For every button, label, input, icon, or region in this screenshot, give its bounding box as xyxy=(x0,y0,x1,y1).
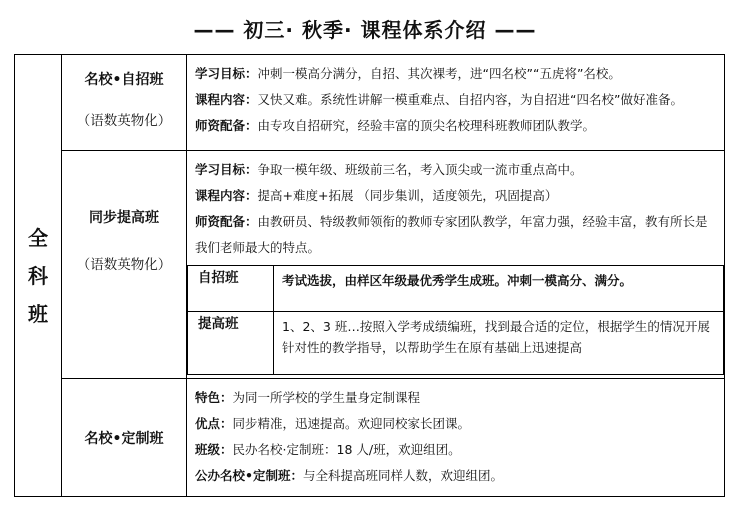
desc-line xyxy=(195,61,716,87)
sub-class-text: 1、2、3 班…按照入学考成绩编班，找到最合适的定位，根据学生的情况开展针对性的教学指导，以帮助学生在原有基础上迅速提高 xyxy=(274,312,724,375)
desc-key: 学习目标： xyxy=(195,162,258,177)
desc-value: 又快又难。系统性讲解一模重难点、自招内容，为自招进“四名校”做好准备。 xyxy=(257,92,683,107)
class-name: 名校•自招班 xyxy=(84,72,164,88)
desc-key: 师资配备： xyxy=(195,214,258,229)
desc-value: 由专攻自招研究，经验丰富的顶尖名校理科班教师团队教学。 xyxy=(257,118,596,133)
desc-key: 特色： xyxy=(195,390,233,405)
desc-line xyxy=(195,437,716,463)
page-title: —— 初三· 秋季· 课程体系介绍 —— xyxy=(193,18,537,42)
class-description-custom xyxy=(187,379,725,497)
desc-line xyxy=(195,411,716,437)
desc-value: 提高+难度+拓展 （同步集训，适度领先，巩固提高） xyxy=(257,188,558,203)
desc-line xyxy=(195,385,716,411)
desc-value: 同步精准，迅速提高。欢迎同校家长团课。 xyxy=(232,416,471,431)
desc-key: 师资配备： xyxy=(195,118,258,133)
desc-value: 与全科提高班同样人数，欢迎组团。 xyxy=(303,468,504,483)
desc-line xyxy=(195,209,716,261)
desc-line xyxy=(195,113,716,139)
full-subject-class-label xyxy=(15,55,62,497)
desc-key: 课程内容： xyxy=(195,188,258,203)
section-row-custom xyxy=(15,379,725,497)
desc-key: 优点： xyxy=(195,416,233,431)
section-row-elite xyxy=(15,55,725,151)
class-cell-elite xyxy=(62,55,187,151)
desc-value: 争取一模年级、班级前三名，考入顶尖或一流市重点高中。 xyxy=(257,162,583,177)
class-subjects: （语数英物化） xyxy=(76,257,172,273)
desc-line xyxy=(195,183,716,209)
sub-class-table xyxy=(187,265,724,375)
full-label-char: 全 xyxy=(28,225,48,250)
desc-value: 由教研员、特级教师领衔的教师专家团队教学，年富力强，经验丰富，教有所长是我们老师最大的特点。 xyxy=(195,214,708,255)
desc-value: 冲刺一模高分满分，自招、其次裸考，进“四名校”“五虎将”名校。 xyxy=(257,66,621,81)
sub-class-text: 考试选拔，由样区年级最优秀学生成班。冲刺一模高分、满分。 xyxy=(274,266,724,312)
desc-line xyxy=(195,463,716,489)
section-row-sync xyxy=(15,151,725,379)
class-name: 同步提高班 xyxy=(89,210,159,226)
sub-class-row xyxy=(188,266,724,312)
class-cell-custom xyxy=(62,379,187,497)
class-subjects: （语数英物化） xyxy=(76,113,172,129)
desc-key: 课程内容： xyxy=(195,92,258,107)
desc-line xyxy=(195,87,716,113)
class-cell-sync xyxy=(62,151,187,379)
class-description-sync xyxy=(187,151,725,379)
sub-class-row xyxy=(188,312,724,375)
desc-line xyxy=(195,157,716,183)
sub-class-label: 自招班 xyxy=(188,266,274,312)
desc-key: 学习目标： xyxy=(195,66,258,81)
desc-value: 民办名校·定制班：18 人/班，欢迎组团。 xyxy=(232,442,461,457)
desc-key: 公办名校•定制班： xyxy=(195,468,303,483)
desc-block xyxy=(187,151,724,265)
class-name: 名校•定制班 xyxy=(84,430,164,447)
full-label-char: 班 xyxy=(28,301,48,326)
desc-key: 班级： xyxy=(195,442,233,457)
course-table xyxy=(14,54,725,497)
full-label-char: 科 xyxy=(28,263,48,288)
class-description-elite xyxy=(187,55,725,151)
desc-value: 为同一所学校的学生量身定制课程 xyxy=(232,390,421,405)
sub-class-label: 提高班 xyxy=(188,312,274,375)
